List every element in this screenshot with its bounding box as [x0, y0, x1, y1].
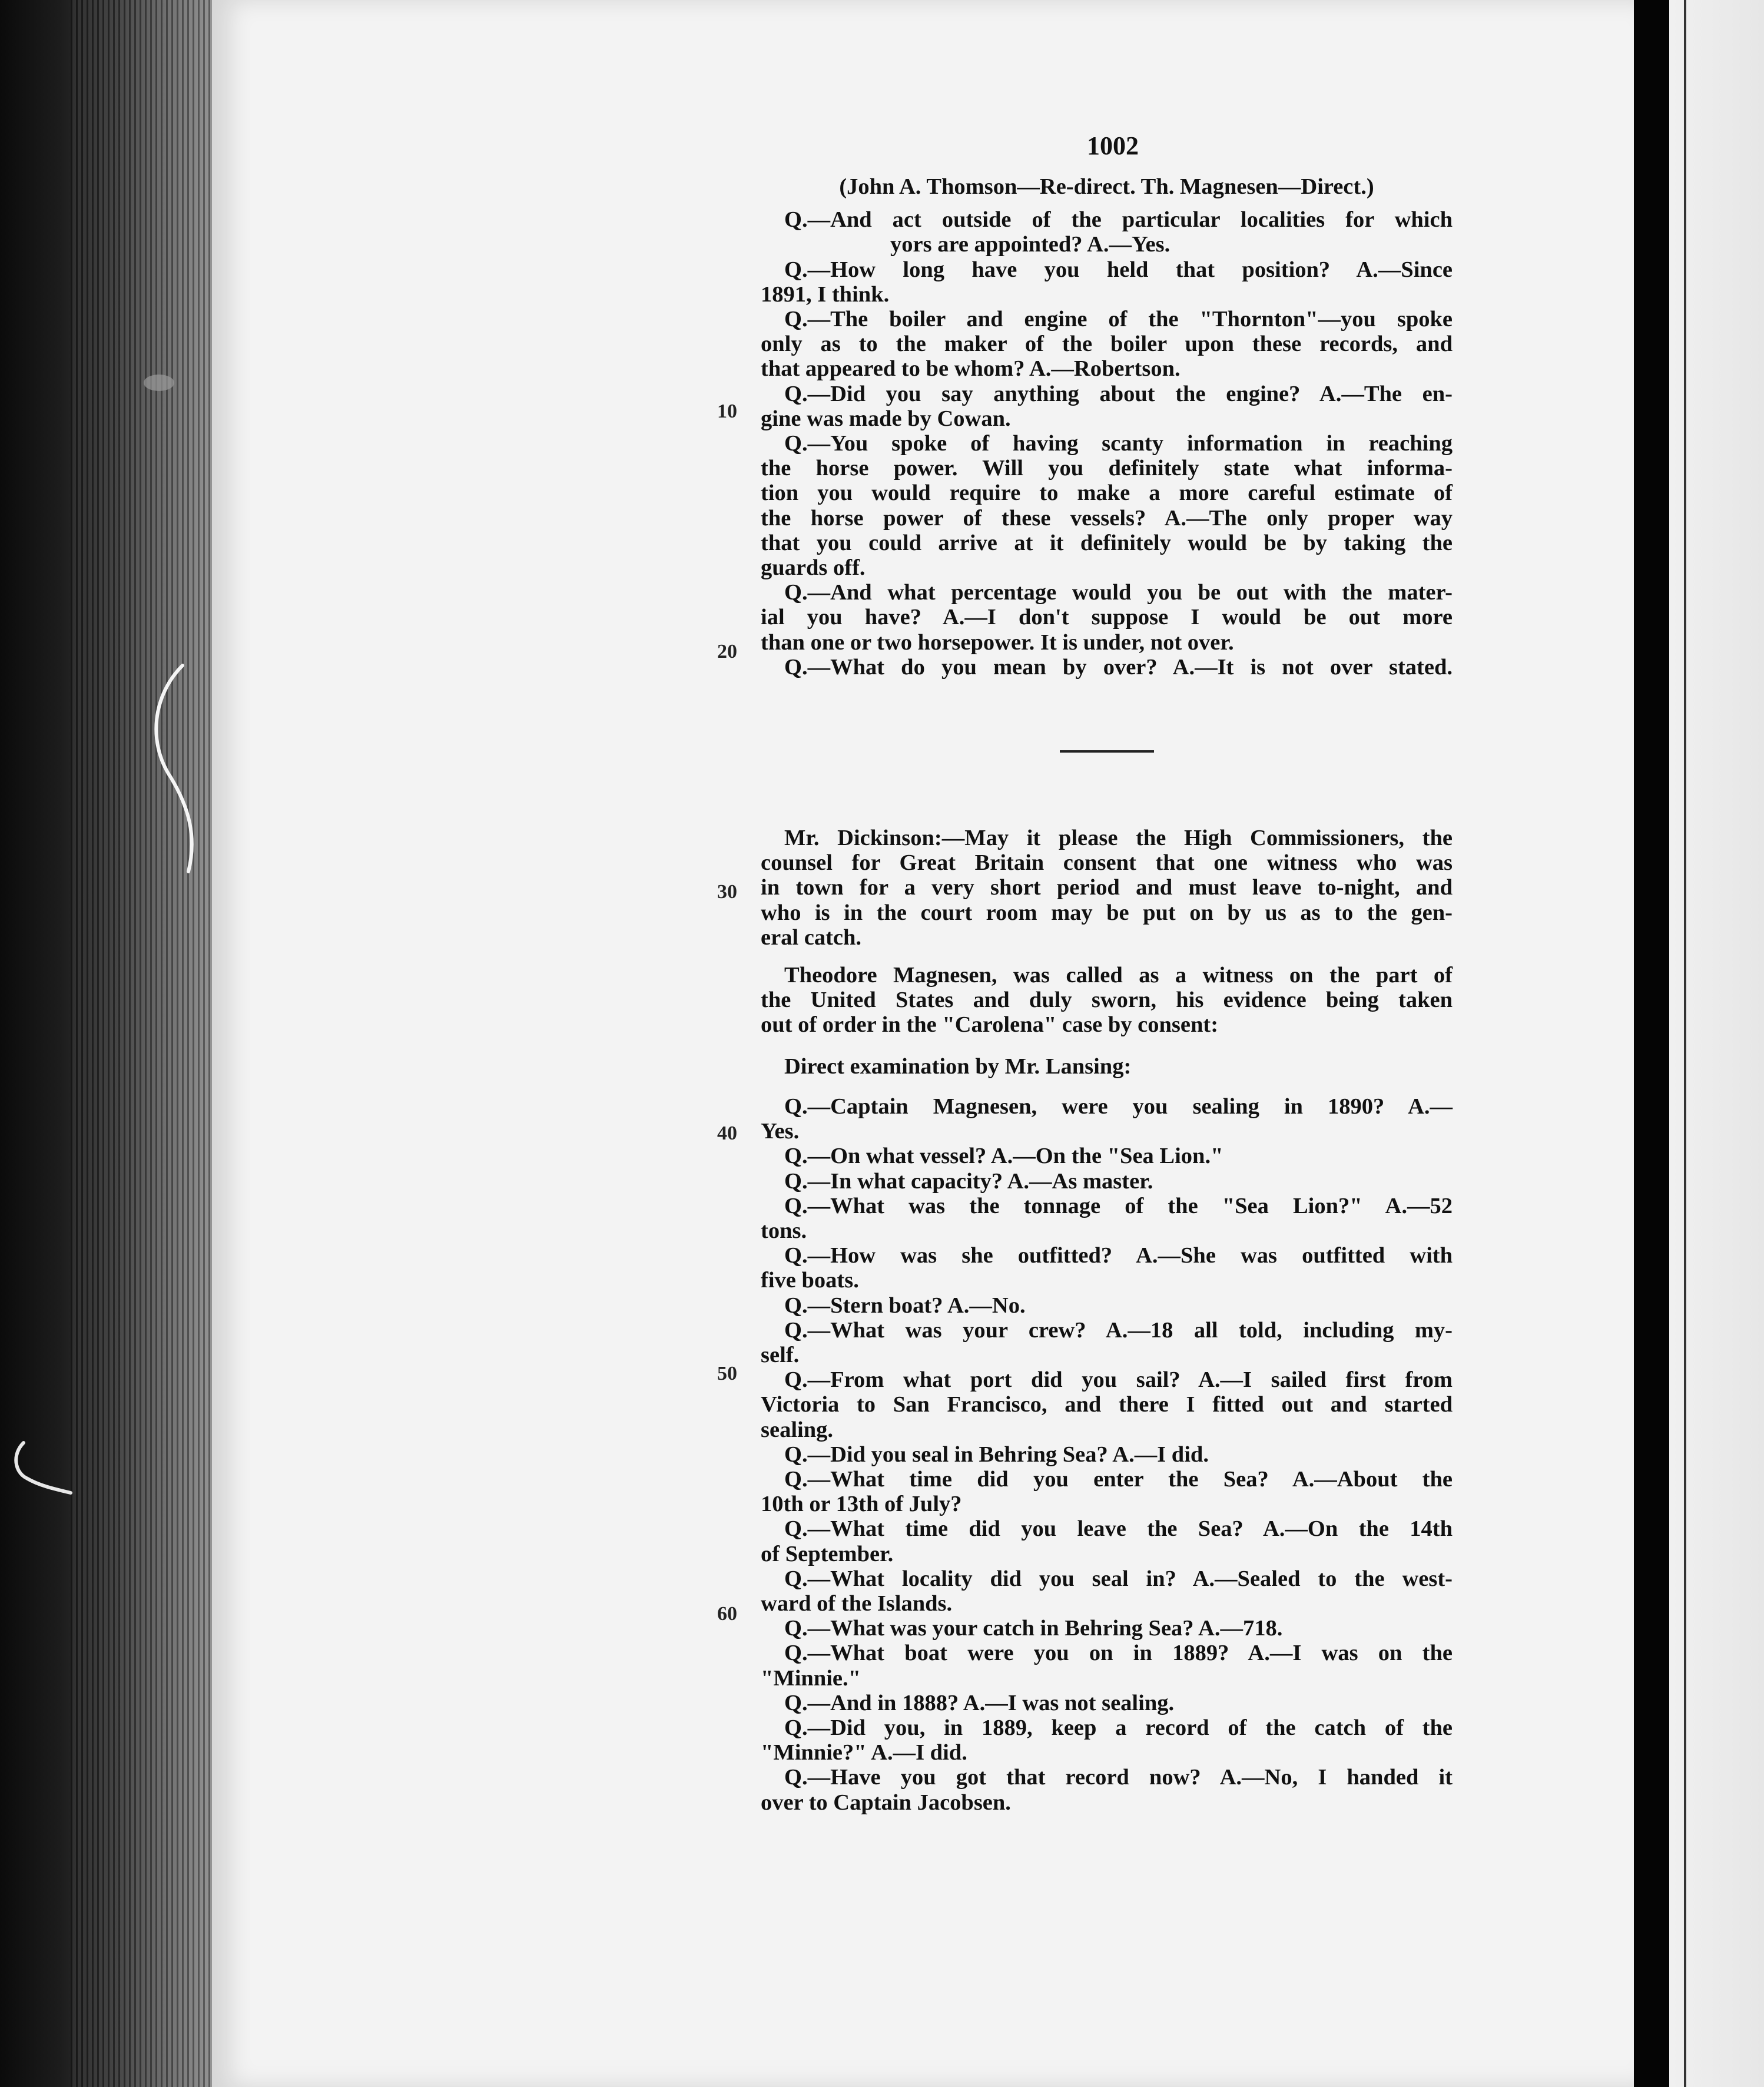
text-line: Q.—How was she outfitted? A.—She was outfitted with: [784, 1243, 1453, 1268]
text-line: Q.—Did you say anything about the engine? A.—The en-: [784, 381, 1453, 406]
text-line: Q.—In what capacity? A.—As master.: [784, 1168, 1153, 1194]
line-number-10: 10: [717, 400, 737, 422]
text-line: Theodore Magnesen, was called as a witness on the part of: [784, 963, 1453, 988]
text-line: five boats.: [761, 1268, 859, 1293]
text-line: out of order in the "Carolena" case by consent:: [761, 1012, 1219, 1038]
text-line: Q.—What time did you leave the Sea? A.—On the 14th: [784, 1516, 1453, 1542]
text-line: guards off.: [761, 555, 866, 581]
text-line: the horse power. Will you definitely state what informa-: [761, 456, 1453, 481]
text-line: Mr. Dickinson:—May it please the High Commissioners, the: [784, 826, 1453, 851]
line-number-20: 20: [717, 641, 737, 662]
text-line: that appeared to be whom? A.—Robertson.: [761, 356, 1181, 382]
text-line: Q.—From what port did you sail? A.—I sailed first from: [784, 1367, 1453, 1393]
text-line: the horse power of these vessels? A.—The only proper way: [761, 505, 1453, 531]
running-header: (John A. Thomson—Re-direct. Th. Magnesen—Direct.): [839, 174, 1374, 199]
text-line: sealing.: [761, 1417, 834, 1442]
text-line: Q.—Did you, in 1889, keep a record of the catch of the: [784, 1715, 1453, 1740]
text-line: Q.—Have you got that record now? A.—No, I handed it: [784, 1765, 1453, 1790]
text-line: yors are appointed? A.—Yes.: [890, 232, 1171, 257]
text-line: in town for a very short period and must leave to-night, and: [761, 875, 1453, 900]
line-number-60: 60: [717, 1603, 737, 1625]
text-line: over to Captain Jacobsen.: [761, 1790, 1011, 1815]
pencil-mark-hook: [6, 1437, 77, 1502]
text-line: Q.—Stern boat? A.—No.: [784, 1293, 1026, 1318]
text-line: only as to the maker of the boiler upon these records, and: [761, 332, 1453, 357]
text-line: Q.—What was the tonnage of the "Sea Lion?" A.—52: [784, 1193, 1453, 1218]
text-line: Q.—And act outside of the particular localities for which: [784, 207, 1453, 233]
book-page-edge-texture: [71, 0, 212, 2087]
text-line: Q.—What time did you enter the Sea? A.—About the: [784, 1466, 1453, 1492]
examination-heading: Direct examination by Mr. Lansing:: [784, 1054, 1132, 1079]
text-line: of September.: [761, 1541, 894, 1566]
text-line: who is in the court room may be put on by us as to the gen-: [761, 900, 1453, 925]
text-line: eral catch.: [761, 925, 862, 950]
text-line: tons.: [761, 1218, 807, 1243]
page-smudge: [135, 365, 183, 400]
text-line: counsel for Great Britain consent that one witness who was: [761, 850, 1453, 876]
text-line: 1891, I think.: [761, 281, 890, 307]
text-line: 10th or 13th of July?: [761, 1492, 962, 1517]
text-line: than one or two horsepower. It is under, not over.: [761, 630, 1234, 655]
text-line: "Minnie?" A.—I did.: [761, 1740, 967, 1765]
text-line: tion you would require to make a more careful estimate of: [761, 481, 1453, 506]
text-line: Q.—Did you seal in Behring Sea? A.—I did.: [784, 1442, 1209, 1467]
text-line: Victoria to San Francisco, and there I fitted out and started: [761, 1392, 1453, 1417]
text-line: the United States and duly sworn, his evidence being taken: [761, 988, 1453, 1013]
text-line: self.: [761, 1342, 800, 1367]
line-number-50: 50: [717, 1363, 737, 1384]
text-line: that you could arrive at it definitely would be by taking the: [761, 530, 1453, 555]
page-number: 1002: [1087, 131, 1139, 160]
gutter-shadow: [1634, 0, 1669, 2087]
text-line: Q.—And what percentage would you be out with the mater-: [784, 580, 1453, 605]
text-line: ward of the Islands.: [761, 1591, 953, 1616]
page-text: [761, 174, 1453, 1815]
text-line: Q.—On what vessel? A.—On the "Sea Lion.": [784, 1144, 1223, 1169]
text-line: Q.—The boiler and engine of the "Thornton"—you spoke: [784, 307, 1453, 332]
line-number-30: 30: [717, 881, 737, 903]
text-line: Q.—What locality did you seal in? A.—Sealed to the west-: [784, 1566, 1453, 1591]
text-line: Q.—Captain Magnesen, were you sealing in 1890? A.—: [784, 1094, 1453, 1119]
next-page-edge-line: [1684, 0, 1686, 2087]
pencil-mark-curve: [141, 660, 212, 883]
text-line: Q.—What do you mean by over? A.—It is not over stated.: [784, 654, 1453, 680]
text-line: Yes.: [761, 1119, 800, 1144]
text-line: Q.—What was your crew? A.—18 all told, including my-: [784, 1317, 1453, 1343]
text-line: gine was made by Cowan.: [761, 406, 1011, 431]
text-line: Q.—And in 1888? A.—I was not sealing.: [784, 1690, 1175, 1715]
text-line: Q.—You spoke of having scanty information in reaching: [784, 431, 1453, 456]
text-line: ial you have? A.—I don't suppose I would be out more: [761, 605, 1453, 630]
text-line: Q.—What was your catch in Behring Sea? A.—718.: [784, 1616, 1283, 1641]
text-line: "Minnie.": [761, 1665, 861, 1691]
line-number-40: 40: [717, 1122, 737, 1144]
text-line: Q.—What boat were you on in 1889? A.—I was on the: [784, 1641, 1453, 1666]
text-line: Q.—How long have you held that position? A.—Since: [784, 257, 1453, 282]
